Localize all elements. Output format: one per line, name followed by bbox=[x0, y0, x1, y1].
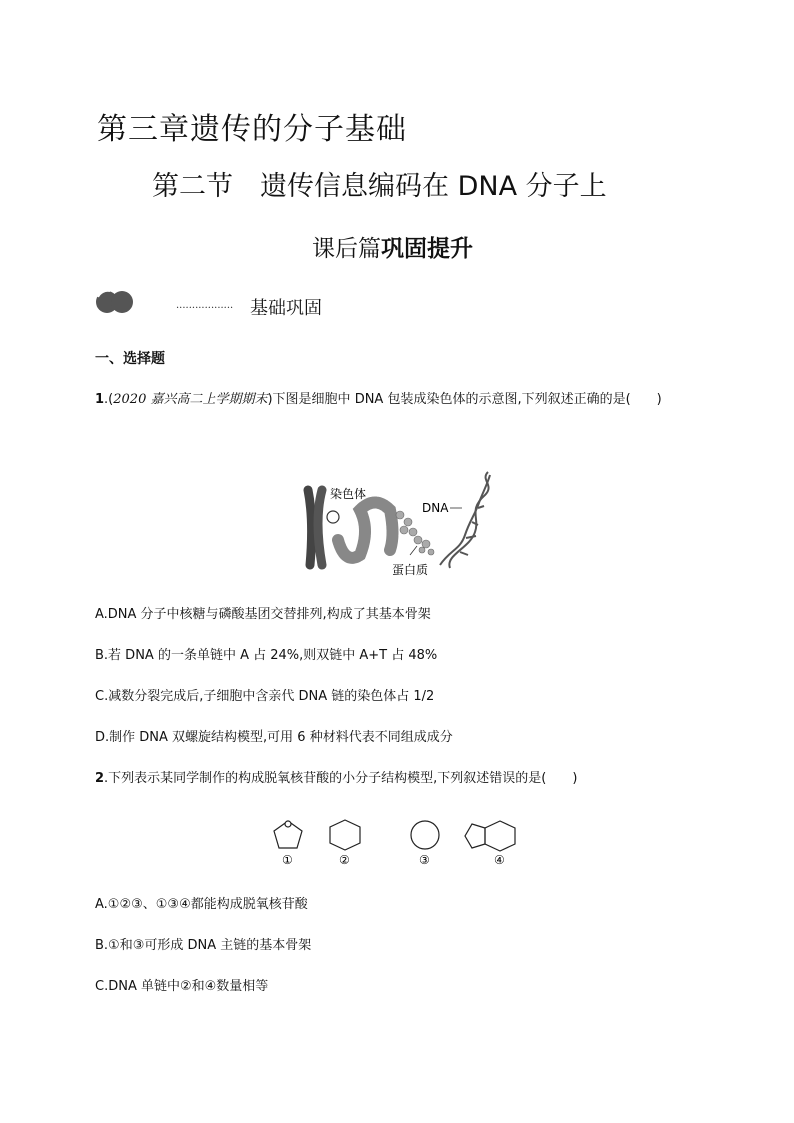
molecule-shapes-figure bbox=[265, 815, 535, 870]
dotted-leader: ·················· bbox=[176, 303, 234, 314]
section-badge-icon bbox=[94, 289, 138, 315]
question-2-text: .下列表示某同学制作的构成脱氧核苷酸的小分子结构模型,下列叙述错误的是( ) bbox=[104, 771, 578, 786]
dna-helix-icon bbox=[440, 472, 490, 568]
chapter-title: 第三章遗传的分子基础 bbox=[97, 112, 407, 147]
hexagon-ring-icon bbox=[330, 820, 360, 850]
subtitle-bold: 巩固提升 bbox=[381, 236, 473, 262]
question-1-prefix: .( bbox=[104, 392, 114, 407]
page-subtitle bbox=[312, 230, 473, 263]
question-1-option-b: B.若 DNA 的一条单链中 A 占 24%,则双链中 A+T 占 48% bbox=[95, 648, 438, 663]
shape-label-2: ② bbox=[339, 853, 350, 867]
circle-icon bbox=[411, 821, 439, 849]
question-2-option-b: B.①和③可形成 DNA 主链的基本骨架 bbox=[95, 938, 312, 953]
question-2-option-a: A.①②③、①③④都能构成脱氧核苷酸 bbox=[95, 897, 308, 912]
shape-label-1: ① bbox=[282, 853, 293, 867]
shape-label-4: ④ bbox=[494, 853, 505, 867]
chromosome-icon bbox=[308, 490, 339, 565]
question-1-option-c: C.减数分裂完成后,子细胞中含亲代 DNA 链的染色体占 1/2 bbox=[95, 689, 435, 704]
protein-label: 蛋白质 bbox=[392, 563, 429, 577]
question-1-option-a: A.DNA 分子中核糖与磷酸基团交替排列,构成了其基本骨架 bbox=[95, 607, 431, 622]
question-1-number: 1 bbox=[95, 392, 105, 407]
question-1-source: 2020 嘉兴高二上学期期末 bbox=[113, 392, 268, 407]
question-2-stem bbox=[95, 767, 577, 786]
part-heading: 一、选择题 bbox=[95, 351, 165, 367]
section-label: 基础巩固 bbox=[250, 298, 322, 319]
chromosome-label: 染色体 bbox=[330, 487, 367, 501]
shape-label-3: ③ bbox=[419, 853, 430, 867]
question-2-number: 2 bbox=[95, 771, 105, 786]
chromatin-coil-icon bbox=[338, 503, 393, 558]
question-1-stem bbox=[95, 388, 662, 407]
dna-packaging-figure bbox=[300, 470, 500, 580]
question-1-text: )下图是细胞中 DNA 包装成染色体的示意图,下列叙述正确的是( ) bbox=[267, 392, 662, 407]
section-title: 第二节 遗传信息编码在 DNA 分子上 bbox=[152, 171, 607, 202]
question-2-option-c: C.DNA 单链中②和④数量相等 bbox=[95, 979, 269, 994]
subtitle-normal: 课后篇 bbox=[312, 236, 381, 262]
question-1-option-d: D.制作 DNA 双螺旋结构模型,可用 6 种材料代表不同组成成分 bbox=[95, 730, 453, 745]
fused-ring-icon bbox=[465, 821, 515, 851]
dna-label: DNA bbox=[422, 501, 449, 515]
